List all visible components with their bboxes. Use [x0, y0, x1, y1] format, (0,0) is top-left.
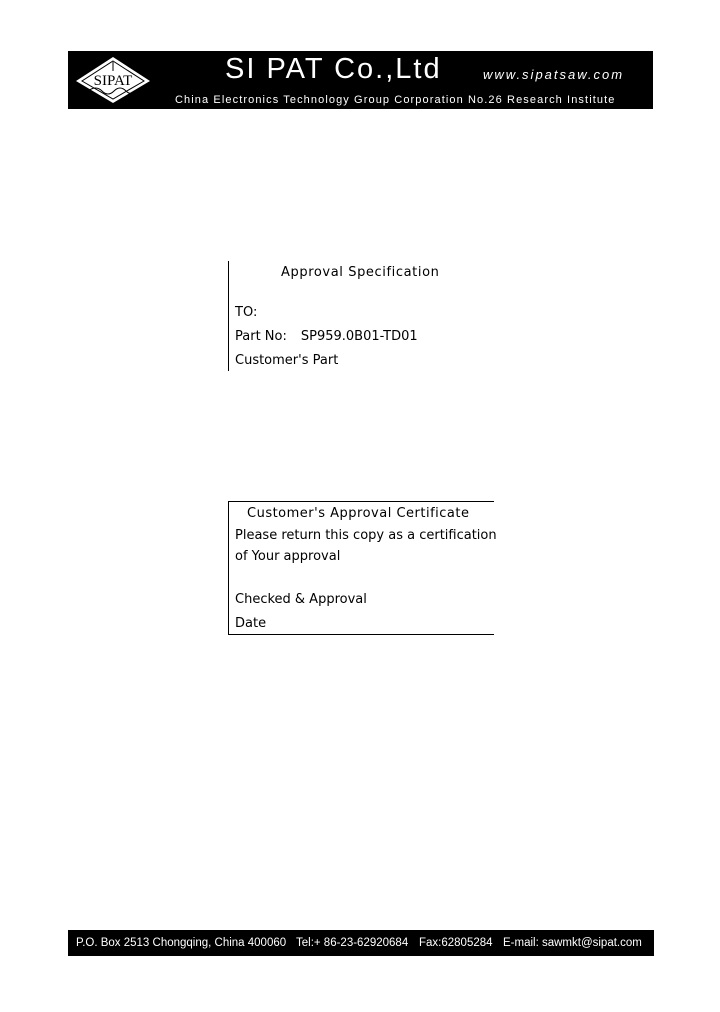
certificate-instruction-line1: Please return this copy as a certification	[235, 528, 497, 543]
approval-title: Approval Specification	[281, 265, 440, 280]
institute-name: China Electronics Technology Group Corporation No.26 Research Institute	[175, 94, 616, 106]
part-no-value: SP959.0B01-TD01	[300, 329, 418, 344]
part-no-label: Part No:	[235, 329, 287, 344]
header-banner	[68, 51, 653, 109]
part-no-field	[235, 329, 418, 344]
approval-certificate-box	[228, 501, 497, 635]
footer-telephone: Tel:+ 86-23-62920684	[296, 937, 409, 949]
footer-email[interactable]: E-mail: sawmkt@sipat.com	[503, 937, 642, 949]
certificate-title: Customer's Approval Certificate	[247, 506, 470, 521]
customer-part-label: Customer's Part	[235, 353, 339, 368]
checked-approval-label: Checked & Approval	[235, 592, 367, 607]
website-link[interactable]: www.sipatsaw.com	[483, 67, 625, 82]
company-name: SI PAT Co.,Ltd	[225, 53, 442, 85]
date-label: Date	[235, 616, 267, 631]
approval-specification-box	[228, 261, 509, 371]
certificate-instruction-line2: of Your approval	[235, 549, 341, 564]
footer-contact-bar	[68, 930, 654, 956]
customer-part-field	[235, 353, 338, 368]
footer-fax: Fax:62805284	[419, 937, 493, 949]
to-field	[235, 305, 257, 320]
footer-address: P.O. Box 2513 Chongqing, China 400060	[76, 937, 287, 949]
to-label: TO:	[235, 305, 258, 320]
sipat-logo	[74, 55, 152, 105]
svg-text:SIPAT: SIPAT	[93, 73, 133, 89]
